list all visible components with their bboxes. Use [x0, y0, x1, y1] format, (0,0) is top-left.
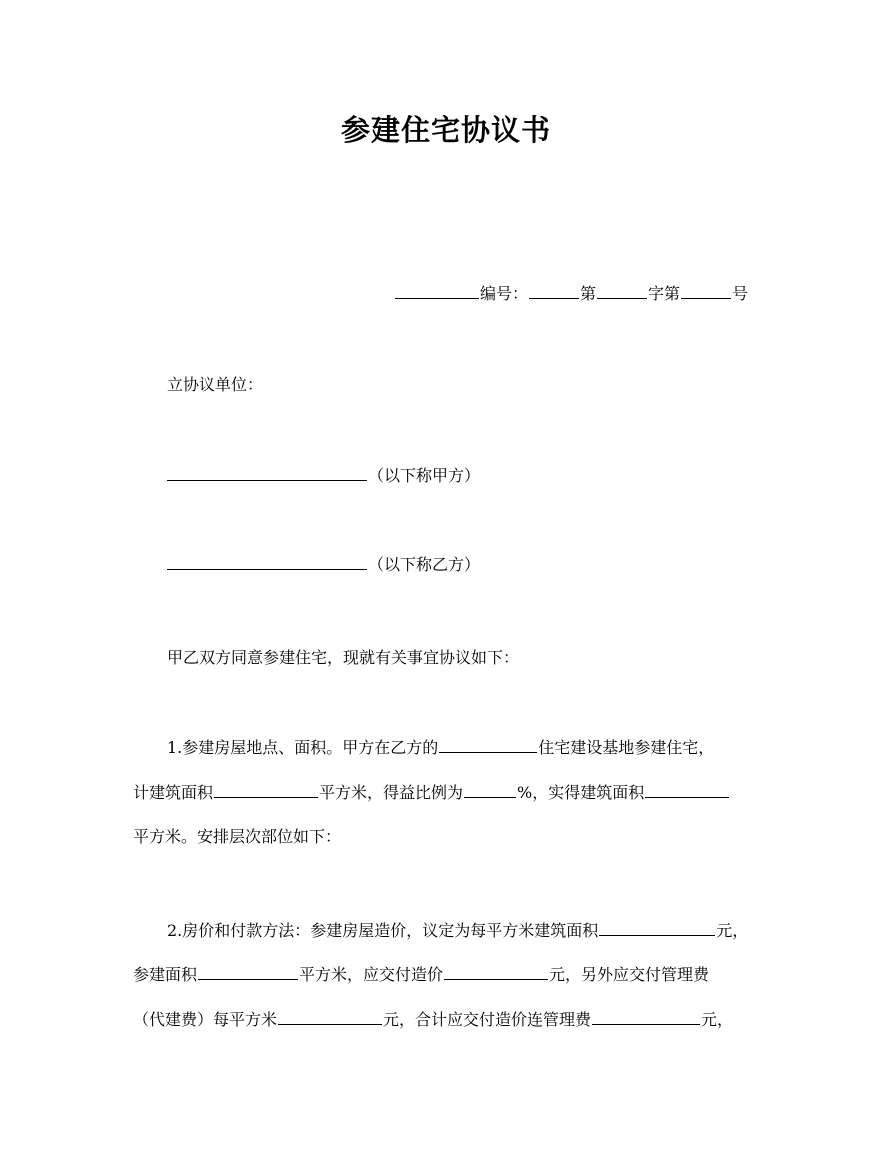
- parties-heading: 立协议单位：: [167, 375, 264, 394]
- label-hao: 号: [732, 284, 749, 303]
- blank-build-area[interactable]: [214, 781, 318, 798]
- label-di: 第: [580, 284, 597, 303]
- clause2-line3: [133, 1008, 733, 1031]
- clause2-text-d: 平方米，应交付造价: [299, 965, 444, 984]
- clause1-line3: 平方米。安排层次部位如下：: [133, 827, 342, 846]
- party-b-line: [166, 553, 480, 576]
- label-zidi: 字第: [648, 284, 681, 303]
- clause1-line2: [133, 781, 730, 804]
- blank-hao[interactable]: [681, 282, 731, 299]
- blank-benefit-ratio[interactable]: [464, 781, 516, 798]
- blank-participation-area[interactable]: [198, 963, 298, 980]
- blank-zi[interactable]: [529, 282, 579, 299]
- clause1-text-c: 计建筑面积: [133, 783, 214, 802]
- label-bianhao: 编号：: [480, 284, 529, 303]
- clause1-text-b: 住宅建设基地参建住宅，: [538, 738, 715, 757]
- clause2-text-e: 元，另外应交付管理费: [549, 965, 710, 984]
- blank-total-cost[interactable]: [444, 963, 548, 980]
- blank-unit-price[interactable]: [599, 919, 715, 936]
- blank-management-fee[interactable]: [278, 1008, 382, 1025]
- number-line: [394, 282, 748, 305]
- clause2-text-a: 2.房价和付款方法：参建房屋造价，议定为每平方米建筑面积: [167, 921, 599, 940]
- clause1-text-d: 平方米，得益比例为: [319, 783, 464, 802]
- document-title: 参建住宅协议书: [340, 113, 551, 147]
- blank-di[interactable]: [597, 282, 647, 299]
- blank-party-b[interactable]: [167, 553, 367, 570]
- blank-prefix[interactable]: [395, 282, 479, 299]
- party-b-suffix: （以下称乙方）: [368, 555, 481, 574]
- party-a-suffix: （以下称甲方）: [368, 466, 481, 485]
- blank-actual-area[interactable]: [645, 781, 729, 798]
- clause1-text-a: 1.参建房屋地点、面积。甲方在乙方的: [167, 738, 439, 757]
- clause1-line1: [167, 736, 714, 759]
- clause2-line2: [133, 963, 709, 986]
- blank-grand-total[interactable]: [592, 1008, 700, 1025]
- intro-paragraph: 甲乙双方同意参建住宅，现就有关事宜协议如下：: [167, 648, 520, 667]
- clause2-line1: [167, 919, 748, 942]
- blank-party-a[interactable]: [167, 464, 367, 481]
- clause2-text-g: 元，合计应交付造价连管理费: [383, 1010, 592, 1029]
- clause1-text-e: %，实得建筑面积: [517, 783, 645, 802]
- clause2-text-b: 元，: [716, 921, 749, 940]
- clause2-text-h: 元，: [701, 1010, 734, 1029]
- party-a-line: [166, 464, 480, 487]
- blank-base-location[interactable]: [439, 736, 537, 753]
- clause2-text-f: （代建费）每平方米: [133, 1010, 278, 1029]
- clause2-text-c: 参建面积: [133, 965, 198, 984]
